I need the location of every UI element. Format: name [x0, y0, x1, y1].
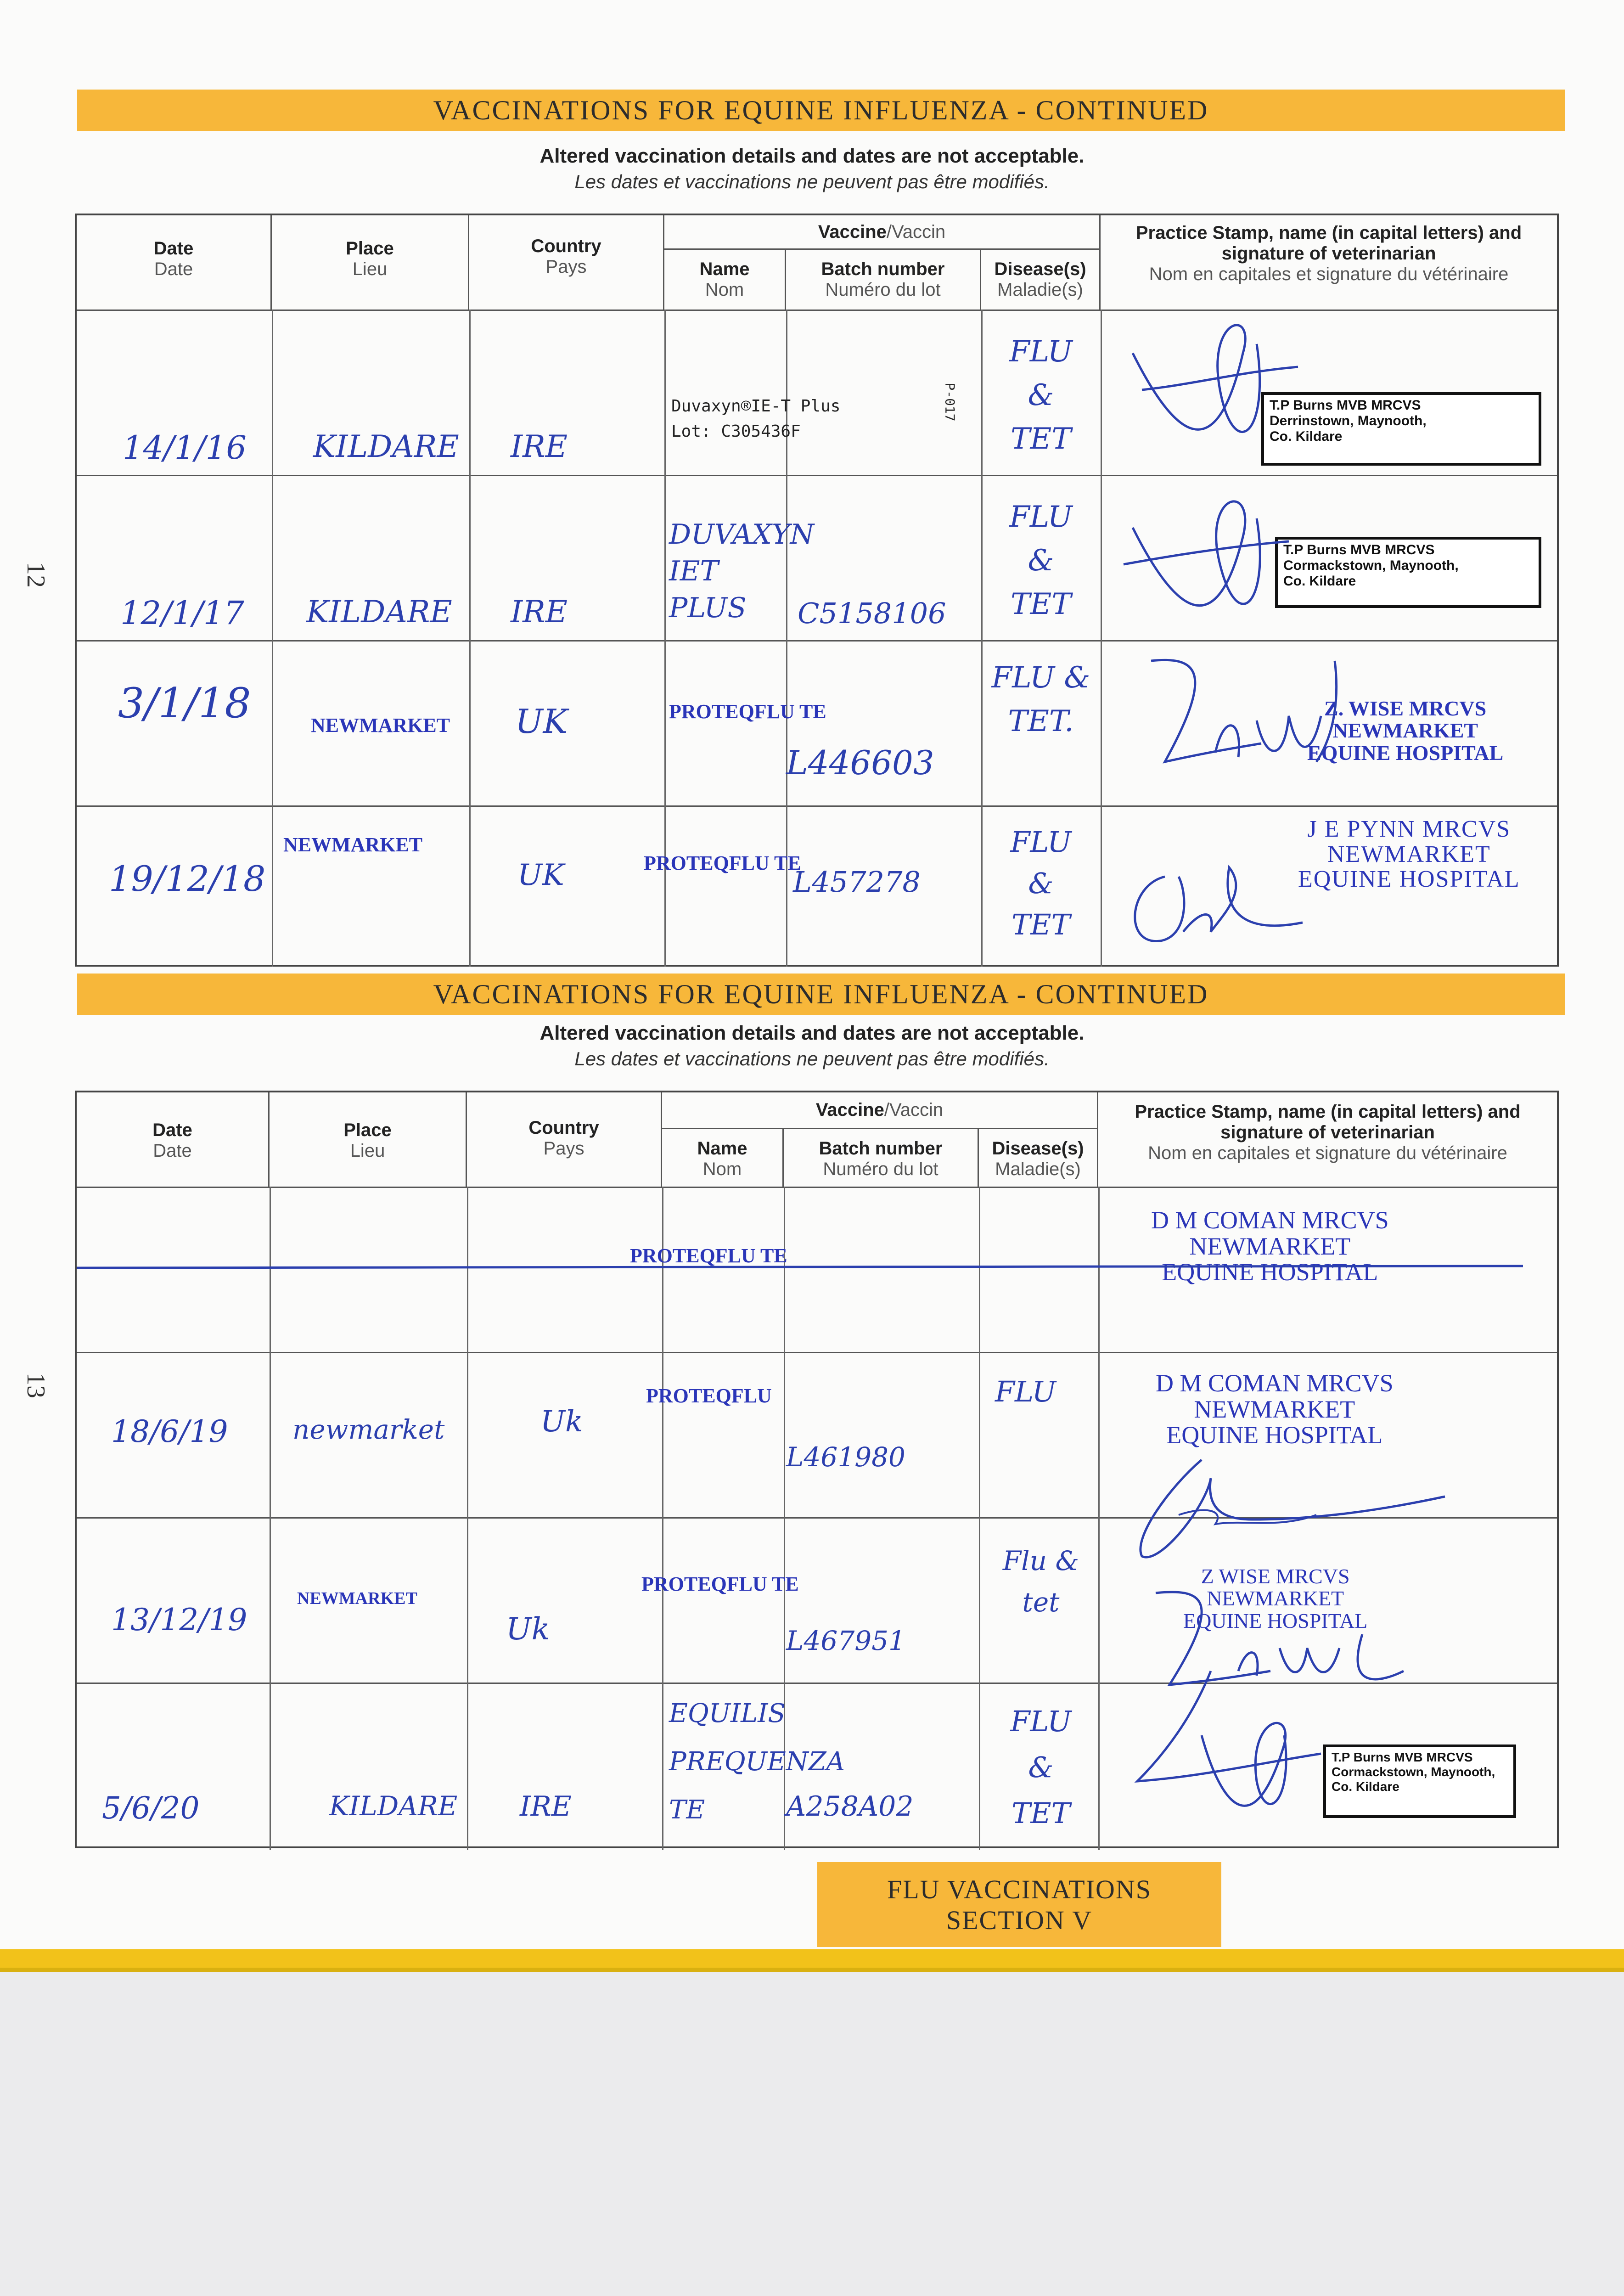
row2-practice-stamp: T.P Burns MVB MRCVS Cormackstown, Maynooth, Co. Kildare — [1275, 537, 1541, 608]
row3-country: Uk — [506, 1611, 550, 1647]
row3-signature-image — [1124, 642, 1381, 789]
page-number: 13 — [22, 1373, 50, 1398]
header-name: Name Nom — [662, 1129, 784, 1187]
header-stamp: Practice Stamp, name (in capital letters) and signature of veterinarian Nom en capitales et signature du vétérinaire — [1135, 223, 1522, 284]
row3-place: NEWMARKET — [311, 714, 450, 737]
row3-disease: FLU & TET. — [991, 661, 1090, 738]
row3-date: 13/12/19 — [111, 1602, 247, 1638]
row4-date: 5/6/20 — [102, 1790, 200, 1826]
vaccination-table — [75, 1091, 1559, 1848]
passport-cover-edge — [0, 1949, 1624, 1968]
row2-batch: L461980 — [786, 1441, 905, 1473]
header-vaccine: Vaccine/Vaccin — [664, 215, 1101, 250]
header-disease: Disease(s) Maladie(s) — [979, 1129, 1098, 1187]
row1-place: KILDARE — [313, 429, 459, 464]
row4-practice-stamp: J E PYNN MRCVS NEWMARKET EQUINE HOSPITAL — [1298, 816, 1520, 893]
row1-date: 14/1/16 — [123, 429, 247, 467]
row1-practice-stamp: D M COMAN MRCVS NEWMARKET EQUINE HOSPITAL — [1151, 1206, 1389, 1286]
row2-signature-image — [1105, 463, 1312, 647]
row3-disease: Flu & tet — [1002, 1545, 1079, 1618]
row4-practice-stamp: T.P Burns MVB MRCVS Cormackstown, Maynooth, Co. Kildare — [1323, 1745, 1516, 1818]
row2-place: KILDARE — [306, 594, 452, 630]
row4-batch: A258A02 — [786, 1790, 914, 1823]
section-banner: VACCINATIONS FOR EQUINE INFLUENZA - CONTINUED — [77, 974, 1565, 1015]
row2-country: IRE — [511, 594, 568, 630]
page-13 — [0, 967, 1624, 1949]
row4-place: KILDARE — [329, 1790, 458, 1822]
page-12 — [0, 0, 1624, 967]
header-batch: Batch number Numéro du lot — [786, 250, 981, 310]
row2-signature-image — [1087, 1451, 1500, 1570]
row4-signature-image — [1110, 840, 1321, 959]
row2-vaccine-name: PROTEQFLU — [646, 1384, 772, 1407]
row2-disease: FLU & TET — [1009, 500, 1073, 621]
row4-country: UK — [517, 858, 564, 892]
row2-vaccine-name: DUVAXYN IET PLUS — [669, 518, 815, 624]
row1-disease: FLU & TET — [1009, 335, 1073, 456]
row2-date: 18/6/19 — [111, 1414, 228, 1449]
header-place: Place Lieu — [270, 1092, 467, 1187]
page-number: 12 — [22, 562, 50, 588]
row3-batch: L446603 — [786, 743, 934, 782]
row4-vaccine-name: EQUILIS PREQUENZA TE — [669, 1699, 845, 1825]
row1-vaccine-name: PROTEQFLU TE — [630, 1244, 787, 1267]
row4-disease: FLU & TET — [1010, 825, 1072, 941]
header-stamp: Practice Stamp, name (in capital letters) and signature of veterinarian Nom en capitales et signature du vétérinaire — [1135, 1102, 1521, 1163]
row1-lot-sticker: Lot: C305436F — [671, 422, 801, 441]
row3-practice-stamp: Z. WISE MRCVS NEWMARKET EQUINE HOSPITAL — [1307, 697, 1504, 765]
header-date: Date Date — [77, 1092, 270, 1187]
header-disease: Disease(s) Maladie(s) — [981, 250, 1101, 310]
row1-sticker-code: P-017 — [942, 383, 958, 422]
row1-vaccine-sticker: Duvaxyn®IE-T Plus — [671, 397, 841, 416]
row3-vaccine-name: PROTEQFLU TE — [669, 700, 826, 723]
header-batch: Batch number Numéro du lot — [784, 1129, 979, 1187]
row3-date: 3/1/18 — [118, 679, 251, 727]
row2-batch: C5158106 — [798, 597, 946, 630]
row4-country: IRE — [520, 1790, 572, 1823]
row2-place: newmarket — [292, 1414, 445, 1445]
row2-practice-stamp: D M COMAN MRCVS NEWMARKET EQUINE HOSPITAL — [1156, 1369, 1394, 1449]
row4-signature-image — [1110, 1662, 1404, 1846]
row4-place: NEWMARKET — [283, 833, 423, 856]
header-vaccine: Vaccine/Vaccin — [662, 1092, 1098, 1129]
row2-country: Uk — [540, 1405, 583, 1439]
header-date: Date Date — [77, 215, 272, 310]
warning-french: Les dates et vaccinations ne peuvent pas être modifiés. — [574, 1048, 1050, 1069]
row2-disease: FLU — [995, 1375, 1056, 1408]
vaccination-table — [75, 214, 1559, 967]
passport-cover-edge-shadow — [0, 1968, 1624, 1972]
row4-batch: L457278 — [793, 865, 921, 899]
row3-place: NEWMARKET — [297, 1589, 417, 1608]
section-tab-line1: FLU VACCINATIONS — [887, 1874, 1152, 1904]
row3-vaccine-name: PROTEQFLU TE — [641, 1573, 799, 1595]
header-name: Name Nom — [664, 250, 786, 310]
row3-batch: L467951 — [786, 1625, 905, 1656]
row1-signature-image — [1105, 298, 1335, 482]
section-banner: VACCINATIONS FOR EQUINE INFLUENZA - CONTINUED — [77, 90, 1565, 131]
scanner-background — [0, 1972, 1624, 2296]
row1-strike-line — [77, 1262, 1557, 1272]
section-tab-line2: SECTION V — [946, 1905, 1093, 1935]
row3-practice-stamp: Z WISE MRCVS NEWMARKET EQUINE HOSPITAL — [1183, 1564, 1368, 1632]
header-country: Country Pays — [467, 1092, 662, 1187]
row4-vaccine-name: PROTEQFLU TE — [644, 852, 801, 874]
warning-english: Altered vaccination details and dates are not acceptable. — [539, 1022, 1085, 1044]
row4-disease: FLU & TET — [1010, 1705, 1072, 1830]
row2-date: 12/1/17 — [120, 594, 244, 632]
row4-date: 19/12/18 — [109, 858, 266, 899]
row1-practice-stamp: T.P Burns MVB MRCVS Derrinstown, Maynooth, Co. Kildare — [1261, 392, 1541, 466]
row3-country: UK — [515, 702, 568, 741]
row1-country: IRE — [511, 429, 568, 464]
header-place: Place Lieu — [272, 215, 469, 310]
section-tab — [817, 1862, 1221, 1947]
header-country: Country Pays — [469, 215, 664, 310]
warning-french: Les dates et vaccinations ne peuvent pas être modifiés. — [574, 171, 1050, 192]
warning-english: Altered vaccination details and dates are not acceptable. — [539, 145, 1085, 167]
